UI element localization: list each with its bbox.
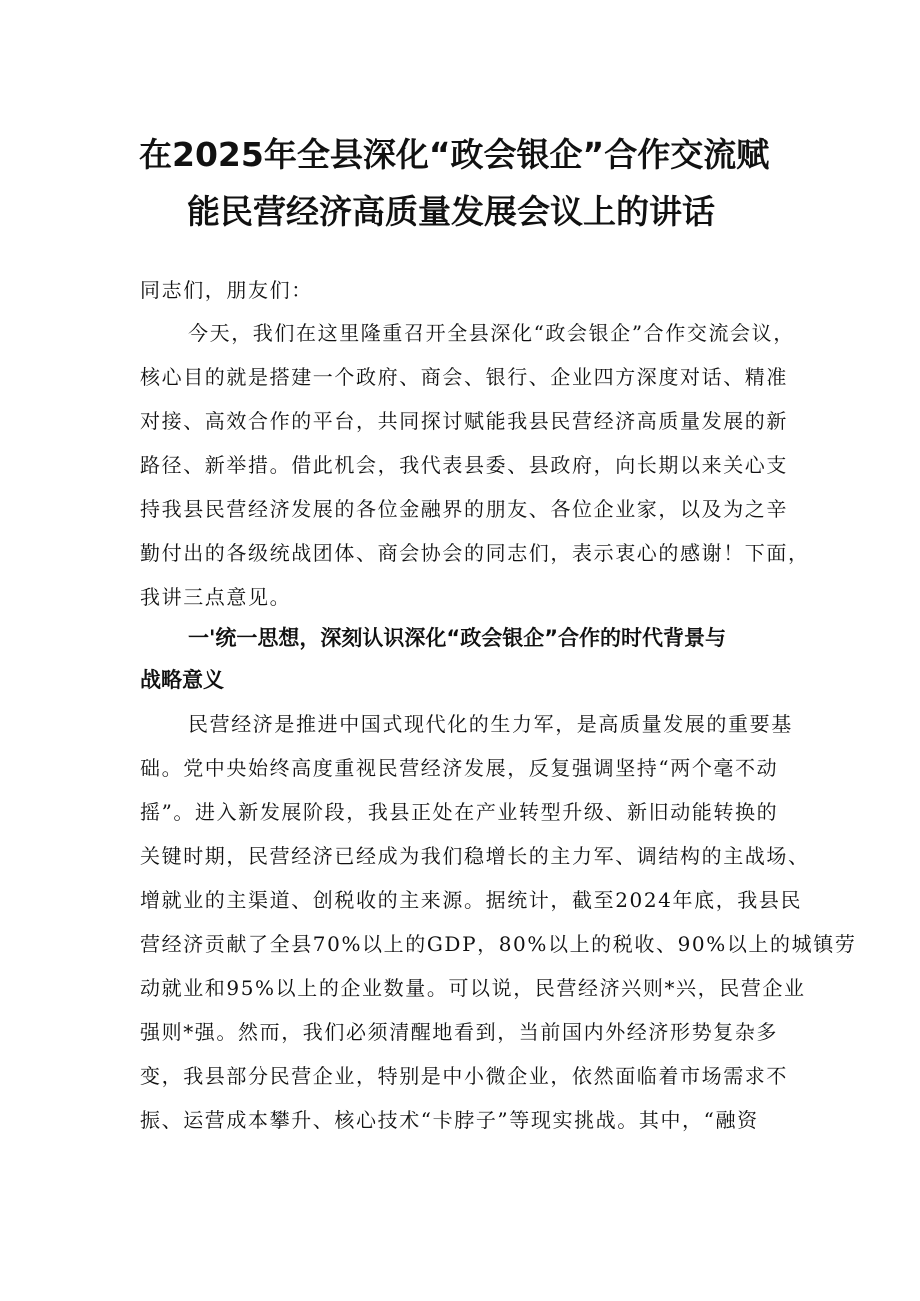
paragraph-line: 关键时期，民营经济已经成为我们稳增长的主力军、调结构的主战场、 (140, 844, 810, 868)
paragraph-line: 增就业的主渠道、创税收的主来源。据统计，截至2024年底，我县民 (140, 888, 803, 912)
salutation: 同志们，朋友们： (140, 278, 313, 302)
paragraph-line: 对接、高效合作的平台，共同探讨赋能我县民营经济高质量发展的新 (140, 409, 788, 433)
paragraph-line: 我讲三点意见。 (140, 585, 292, 609)
paragraph-line: 民营经济是推进中国式现代化的生力军，是高质量发展的重要基 (188, 712, 793, 736)
paragraph-line: 摇”。进入新发展阶段，我县正处在产业转型升级、新旧动能转换的 (140, 800, 779, 824)
paragraph-line: 动就业和95%以上的企业数量。可以说，民营经济兴则*兴，民营企业 (140, 976, 806, 1000)
paragraph-line: 变，我县部分民营企业，特别是中小微企业，依然面临着市场需求不 (140, 1064, 788, 1088)
paragraph-line: 础。党中央始终高度重视民营经济发展，反复强调坚持“两个毫不动 (140, 756, 779, 780)
paragraph-line: 今天，我们在这里隆重召开全县深化“政会银企”合作交流会议， (188, 321, 795, 345)
section-heading-line-2: 战略意义 (140, 668, 224, 692)
paragraph-line: 持我县民营经济发展的各位金融界的朋友、各位企业家，以及为之辛 (140, 497, 788, 521)
paragraph-line: 路径、新举措。借此机会，我代表县委、县政府，向长期以来关心支 (140, 453, 788, 477)
paragraph-line: 强则*强。然而，我们必须清醒地看到，当前国内外经济形势复杂多 (140, 1020, 778, 1044)
document-title-line-1: 在2025年全县深化“政会银企”合作交流赋 (139, 135, 770, 174)
document-title-line-2: 能民营经济高质量发展会议上的讲话 (187, 192, 715, 231)
paragraph-line: 振、运营成本攀升、核心技术“卡脖子”等现实挑战。其中，“融资 (140, 1108, 759, 1132)
paragraph-line: 核心目的就是搭建一个政府、商会、银行、企业四方深度对话、精准 (140, 365, 788, 389)
paragraph-line: 营经济贡献了全县70%以上的GDP，80%以上的税收、90%以上的城镇劳 (140, 932, 857, 956)
paragraph-line: 勤付出的各级统战团体、商会协会的同志们，表示衷心的感谢！下面， (140, 541, 810, 565)
section-heading-line-1: 一'统一思想，深刻认识深化“政会银企”合作的时代背景与 (188, 626, 727, 650)
